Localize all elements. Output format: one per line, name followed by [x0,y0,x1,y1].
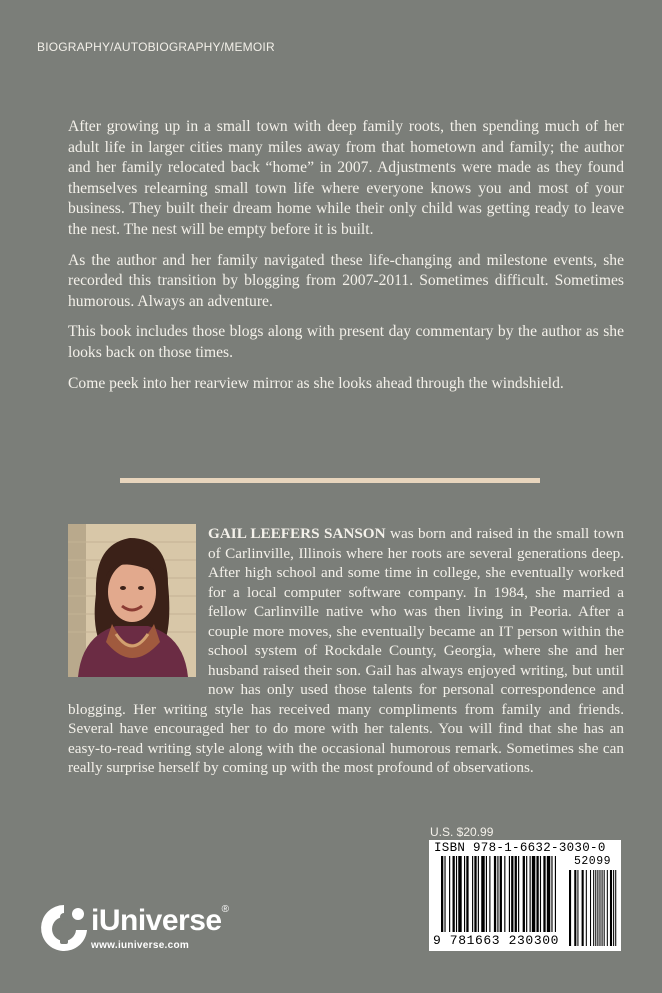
category-label: BIOGRAPHY/AUTOBIOGRAPHY/MEMOIR [37,40,275,54]
isbn-barcode [429,840,621,951]
book-blurb [68,117,624,404]
section-divider [120,478,540,483]
publisher-url: www.iuniverse.com [91,940,190,951]
blurb-paragraph: Come peek into her rearview mirror as she looks ahead through the windshield. [68,374,564,392]
blurb-paragraph: This book includes those blogs along with present day commentary by the author as she looks back on those times. [68,323,624,361]
publisher-name: iUniverse® [91,904,229,937]
isbn-label: ISBN 978-1-6632-3030-0 [434,841,606,855]
author-bio-text: was born and raised in the small town of Carlinville, Illinois where her roots are several generations deep. After high school and some time in college, she eventually worked for a local computer software company. In 1984, she married a fellow Carlinville native who was then living in Peoria. After a couple more moves, she eventually became an IT person within the school system of Rockdale County, Georgia, where she and her husband raised their son. Gail has always enjoyed writing, but until now has only used those talents for personal correspondence and blogging. Her writing style has received many compliments from family and friends. Several have encouraged her to do more with her talents. You will find that she has an easy-to-read writing style along with the occasional humorous remark. Sometimes she can really surprise herself by coming up with the most profound of observations. [68,525,625,776]
blurb-paragraph: As the author and her family navigated these life-changing and milestone events, she recorded this transition by blogging from 2007-2011. Sometimes difficult. Sometimes humorous. Always an adventure. [68,251,624,310]
price-addon-digits: 52099 [574,855,612,868]
blurb-paragraph: After growing up in a small town with deep family roots, then spending much of her adult life in larger cities many miles away from that hometown and family; the author and her family relocated back “home” in 2007. Adjustments were made as they found themselves relearning small town life where everyone knows you and most of your business. They built their dream home while their only child was getting ready to leave the nest. The nest will be empty before it is built. [68,118,624,238]
ean-digits: 9 781663 230300 [433,933,560,948]
publisher-logo [38,900,278,960]
iuniverse-swirl-icon [38,902,90,954]
author-name: GAIL LEEFERS SANSON [208,525,386,542]
author-bio [68,524,624,778]
price-label: U.S. $20.99 [430,825,494,839]
